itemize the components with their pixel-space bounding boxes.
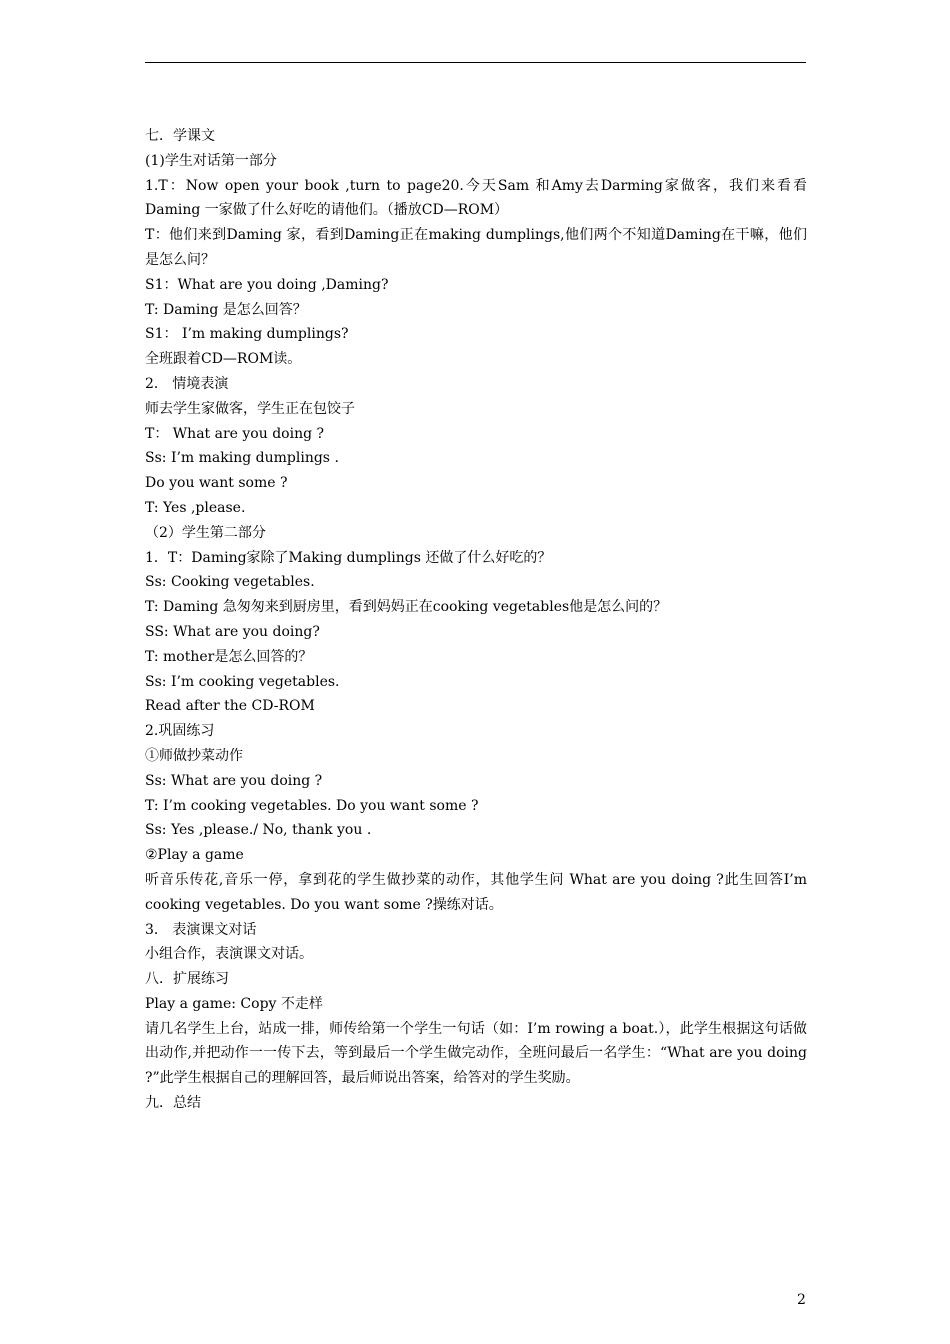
dialogue-line: Ss: I’m making dumplings . (145, 450, 339, 467)
dialogue-line: SS: What are you doing? (145, 623, 320, 640)
dialogue-line: Do you want some ? (145, 475, 288, 492)
dialogue-line: Ss: Yes ,please./ No, thank you . (145, 822, 372, 839)
list-item: ①师做抄菜动作 (145, 747, 243, 764)
dialogue-line: T: Yes ,please. (145, 499, 246, 516)
list-item: ②Play a game (145, 847, 244, 864)
dialogue-line: T： What are you doing ? (145, 425, 324, 442)
paragraph: 听音乐传花,音乐一停，拿到花的学生做抄菜的动作，其他学生问 What are you doing ?此生回答I’m cooking vegetables. Do you want some ?操练对话。 (145, 871, 807, 913)
paragraph: T：他们来到Daming 家，看到Daming正在making dumplings,他们两个不知道Daming在干嘛，他们是怎么问？ (145, 227, 807, 268)
paragraph: 1．T：Daming家除了Making dumplings 还做了什么好吃的？ (145, 549, 552, 566)
paragraph: 师去学生家做客，学生正在包饺子 (145, 400, 355, 417)
paragraph: 小组合作，表演课文对话。 (145, 946, 313, 963)
page-number: 2 (797, 1292, 806, 1308)
dialogue-line: S1： I’m making dumplings? (145, 326, 349, 343)
paragraph: 1.T：Now open your book ,turn to page20.今天Sam 和Amy去Darming家做客，我们来看看Daming 一家做了什么好吃的请他们。（播放CD—ROM） (145, 177, 807, 219)
dialogue-line: T: Daming 是怎么回答？ (145, 301, 307, 318)
subsection-heading: 3． 表演课文对话 (145, 921, 257, 938)
subsection-heading: (1)学生对话第一部分 (145, 152, 277, 169)
dialogue-line: S1：What are you doing ,Daming? (145, 276, 389, 293)
subsection-heading: 2.巩固练习 (145, 723, 215, 740)
dialogue-line: T: I’m cooking vegetables. Do you want some ? (145, 797, 479, 814)
section-heading: 九．总结 (145, 1095, 201, 1112)
dialogue-line: T: Daming 急匆匆来到厨房里，看到妈妈正在cooking vegetables他是怎么问的？ (145, 599, 668, 616)
subsection-heading: （2）学生第二部分 (145, 524, 266, 541)
paragraph: 请几名学生上台，站成一排，师传给第一个学生一句话（如：I’m rowing a boat.），此学生根据这句话做出动作,并把动作一一传下去，等到最后一个学生做完动作，全班问最后一名学生：“What are you doing ?”此学生根据自己的理解回答，最后师说出答案，给答对的学生奖励。 (145, 1020, 807, 1087)
dialogue-line: T: mother是怎么回答的？ (145, 648, 313, 665)
dialogue-line: Ss: Cooking vegetables. (145, 574, 315, 591)
section-heading: 七．学课文 (145, 128, 215, 144)
paragraph: Play a game: Copy 不走样 (145, 995, 323, 1012)
paragraph: 全班跟着CD—ROM读。 (145, 351, 302, 368)
document-body (145, 124, 807, 1116)
paragraph: Read after the CD-ROM (145, 698, 315, 715)
subsection-heading: 2． 情境表演 (145, 375, 229, 392)
section-heading: 八．扩展练习 (145, 971, 229, 988)
dialogue-line: Ss: I’m cooking vegetables. (145, 673, 340, 690)
dialogue-line: Ss: What are you doing ? (145, 772, 323, 789)
header-rule (145, 62, 806, 63)
